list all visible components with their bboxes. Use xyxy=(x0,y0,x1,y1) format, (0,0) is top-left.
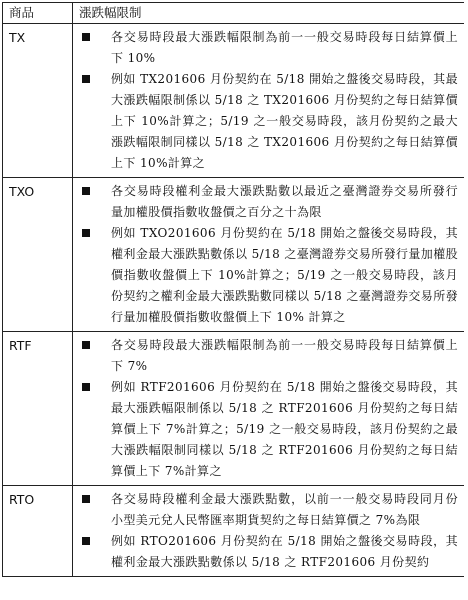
bullet-text: 各交易時段權利金最大漲跌點數，以前一一般交易時段同月份小型美元兌人民幣匯率期貨契約之每日結算價之 7%為限 xyxy=(111,492,458,527)
table-row xyxy=(3,332,465,486)
table-row xyxy=(3,486,465,577)
table-header-row xyxy=(3,3,465,24)
bullet-list xyxy=(79,489,458,573)
bullet-text: 例如 TXO201606 月份契約在 5/18 開始之盤後交易時段，其權利金最大漲跌點數係以 5/18 之臺灣證券交易所發行量加權股價指數收盤價上下 10%計算之；5/19 之一般交易時段，該月份契約之權利金最大漲跌點數同樣以 5/18 之臺灣證券交易所發行量加權股價指數收盤價上下 10% 計算之 xyxy=(111,226,458,324)
square-bullet-icon xyxy=(82,75,90,83)
bullet-list xyxy=(79,335,458,482)
square-bullet-icon xyxy=(82,341,90,349)
product-cell: TX xyxy=(3,24,73,178)
header-product: 商品 xyxy=(3,3,73,24)
bullet-item xyxy=(79,489,458,531)
bullet-text: 各交易時段最大漲跌幅限制為前一一般交易時段每日結算價上下 10% xyxy=(111,30,458,65)
bullet-list xyxy=(79,27,458,174)
bullet-item xyxy=(79,181,458,223)
limit-description-cell xyxy=(73,24,465,178)
square-bullet-icon xyxy=(82,537,90,545)
bullet-item xyxy=(79,69,458,174)
table-row xyxy=(3,24,465,178)
product-cell: TXO xyxy=(3,178,73,332)
limit-description-cell xyxy=(73,486,465,577)
table-row xyxy=(3,178,465,332)
limit-description-cell xyxy=(73,332,465,486)
bullet-item xyxy=(79,531,458,573)
bullet-text: 例如 RTF201606 月份契約在 5/18 開始之盤後交易時段，其最大漲跌幅限制係以 5/18 之 RTF201606 月份契約之每日結算價上下 7%計算之；5/19 之一般交易時段，該月份契約之最大漲跌幅限制同樣以 5/18 之 RTF201606 月份契約之每日結算價上下 7%計算之 xyxy=(111,380,458,478)
square-bullet-icon xyxy=(82,495,90,503)
product-cell: RTF xyxy=(3,332,73,486)
bullet-text: 例如 RTO201606 月份契約在 5/18 開始之盤後交易時段，其權利金最大漲跌點數係以 5/18 之 RTF201606 月份契約 xyxy=(111,534,458,569)
bullet-item xyxy=(79,335,458,377)
square-bullet-icon xyxy=(82,33,90,41)
bullet-item xyxy=(79,377,458,482)
square-bullet-icon xyxy=(82,383,90,391)
square-bullet-icon xyxy=(82,229,90,237)
table-body xyxy=(3,24,465,577)
limit-description-cell xyxy=(73,178,465,332)
bullet-text: 例如 TX201606 月份契約在 5/18 開始之盤後交易時段，其最大漲跌幅限制係以 5/18 之 TX201606 月份契約之每日結算價上下 10%計算之；5/19 之一般交易時段，該月份契約之最大漲跌幅限制同樣以 5/18 之 TX201606 月份契約之每日結算價上下 10%計算之 xyxy=(111,72,458,170)
price-limit-table xyxy=(2,2,464,577)
document-page xyxy=(2,2,464,600)
product-cell: RTO xyxy=(3,486,73,577)
bullet-item xyxy=(79,223,458,328)
bullet-item xyxy=(79,27,458,69)
bullet-text: 各交易時段最大漲跌幅限制為前一一般交易時段每日結算價上下 7% xyxy=(111,338,458,373)
bullet-list xyxy=(79,181,458,328)
square-bullet-icon xyxy=(82,187,90,195)
header-limit: 漲跌幅限制 xyxy=(73,3,465,24)
bullet-text: 各交易時段權利金最大漲跌點數以最近之臺灣證券交易所發行量加權股價指數收盤價之百分之十為限 xyxy=(111,184,458,219)
